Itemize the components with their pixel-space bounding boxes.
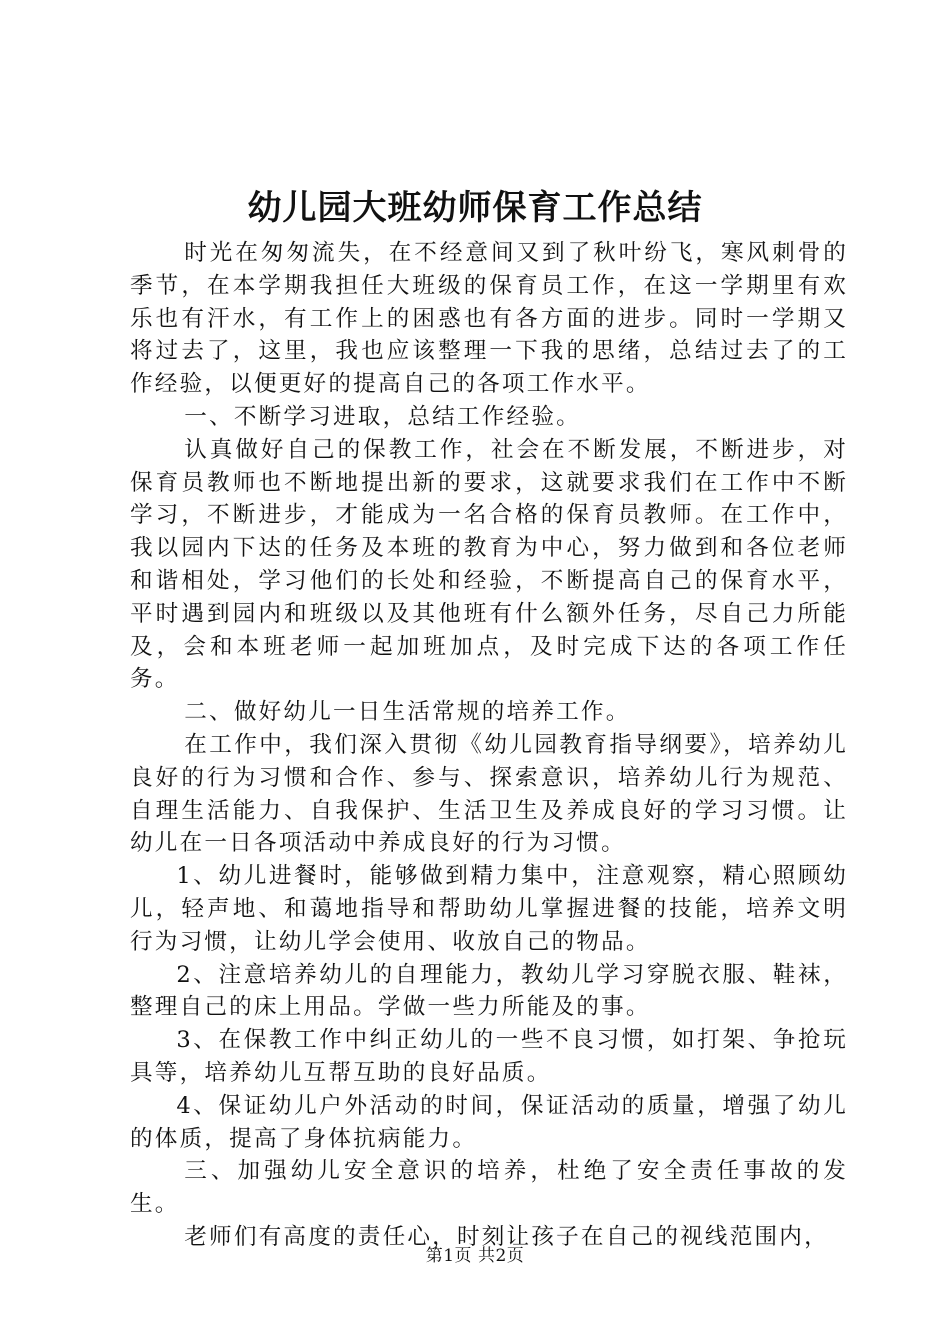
section-heading-2: 二、做好幼儿一日生活常规的培养工作。	[184, 699, 631, 726]
paragraph-intro: 时光在匆匆流失，在不经意间又到了秋叶纷飞，寒风刺骨的季节，在本学期我担任大班级的保育员工作，在这一学期里有欢乐也有汗水，有工作上的困惑也有各方面的进步。同时一学期又将过去了，这里，我也应该整理一下我的思绪，总结过去了的工作经验，以便更好的提高自己的各项工作水平。	[130, 240, 848, 398]
paragraph-section-1: 认真做好自己的保教工作，社会在不断发展，不断进步，对保育员教师也不断地提出新的要求，这就要求我们在工作中不断学习，不断进步，才能成为一名合格的保育员教师。在工作中，我以园内下达的任务及本班的教育为中心，努力做到和各位老师和谐相处，学习他们的长处和经验，不断提高自己的保育水平，平时遇到园内和班级以及其他班有什么额外任务，尽自己力所能及，会和本班老师一起加班加点，及时完成下达的各项工作任务。	[130, 436, 848, 693]
list-item-2: 2、注意培养幼儿的自理能力，教幼儿学习穿脱衣服、鞋袜，整理自己的床上用品。学做一些力所能及的事。	[130, 961, 848, 1021]
list-item-3: 3、在保教工作中纠正幼儿的一些不良习惯，如打架、争抢玩具等，培养幼儿互帮互助的良好品质。	[130, 1027, 848, 1086]
page-footer: 第1页 共2页	[425, 1246, 525, 1266]
section-heading-1: 一、不断学习进取，总结工作经验。	[184, 403, 581, 430]
paragraph-section-2: 在工作中，我们深入贯彻《幼儿园教育指导纲要》，培养幼儿良好的行为习惯和合作、参与、探索意识，培养幼儿行为规范、自理生活能力、自我保护、生活卫生及养成良好的学习习惯。让幼儿在一日各项活动中养成良好的行为习惯。	[130, 731, 848, 857]
list-item-1: 1、幼儿进餐时，能够做到精力集中，注意观察，精心照顾幼儿，轻声地、和蔼地指导和帮助幼儿掌握进餐的技能，培养文明行为习惯，让幼儿学会使用、收放自己的物品。	[130, 863, 848, 955]
document-title: 幼儿园大班幼师保育工作总结	[247, 188, 703, 228]
document-body	[130, 237, 848, 1254]
list-item-4: 4、保证幼儿户外活动的时间，保证活动的质量，增强了幼儿的体质，提高了身体抗病能力。	[130, 1092, 848, 1152]
section-heading-3: 三、加强幼儿安全意识的培养，杜绝了安全责任事故的发生。	[130, 1158, 848, 1218]
paragraph-section-3: 老师们有高度的责任心，时刻让孩子在自己的视线范围内，	[184, 1223, 829, 1250]
